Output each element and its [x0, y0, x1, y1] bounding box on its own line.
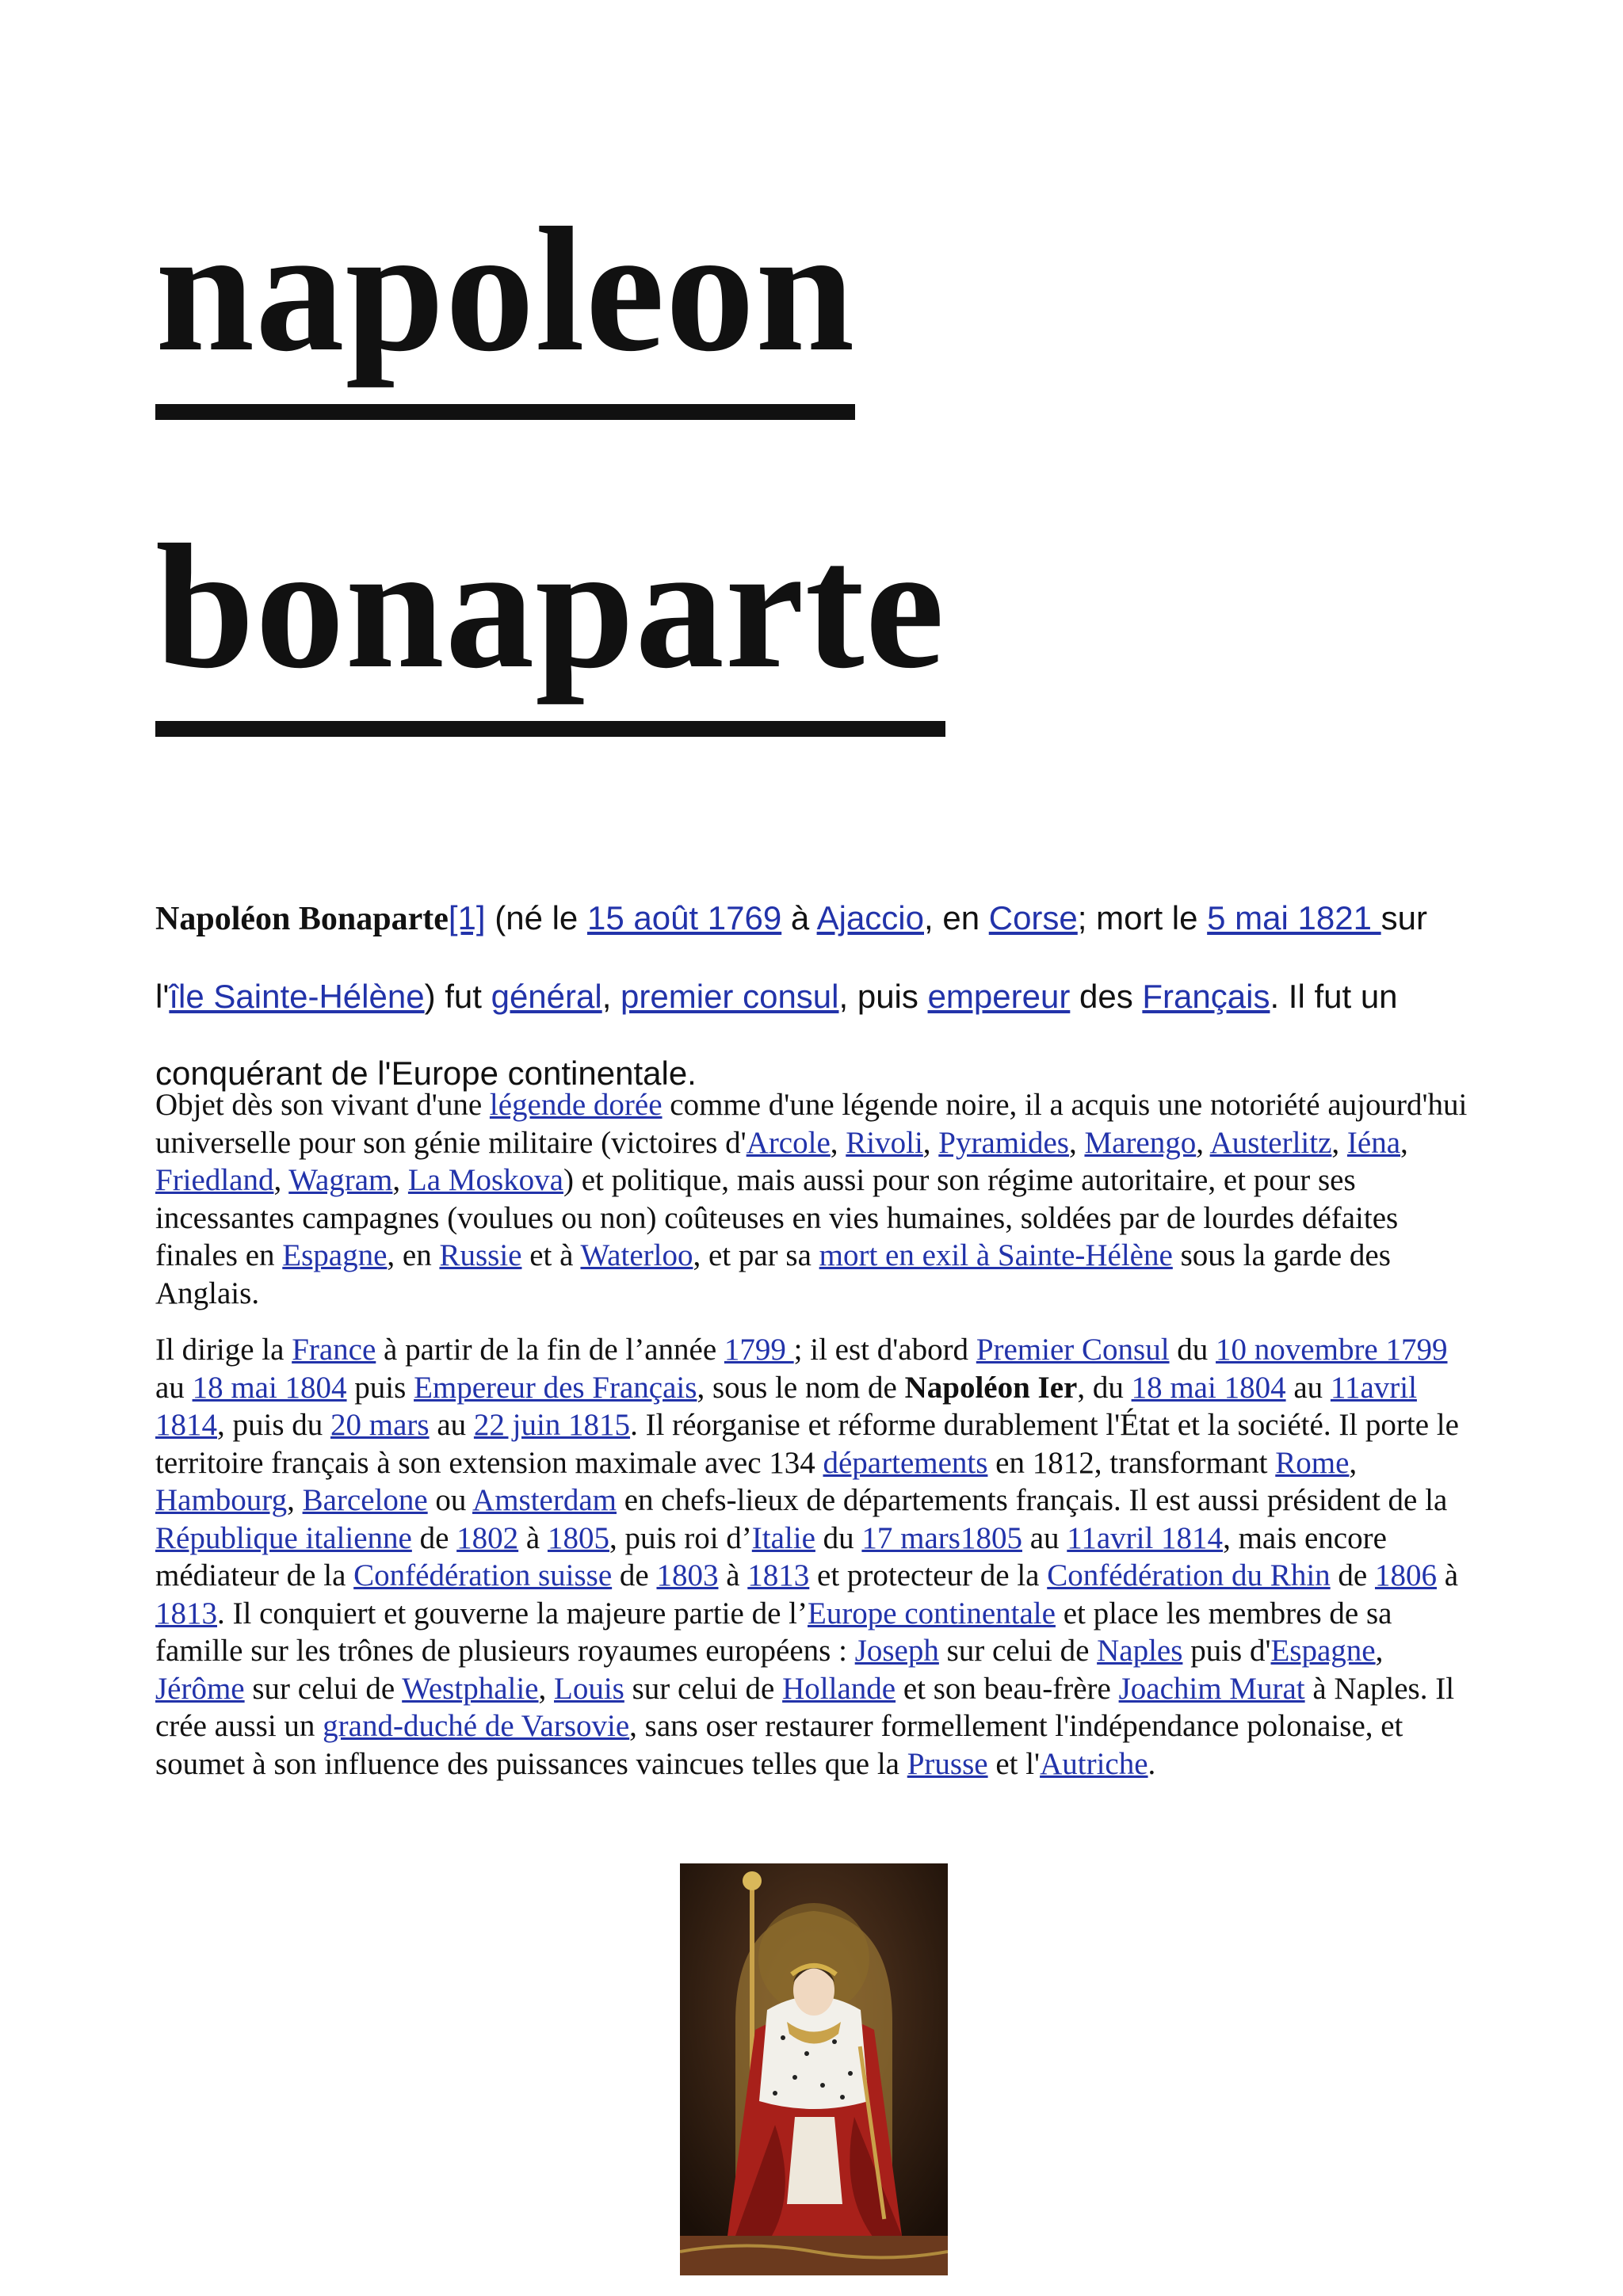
- link-italie[interactable]: Italie: [751, 1520, 815, 1555]
- link-people[interactable]: Français: [1142, 978, 1270, 1015]
- link-hollande[interactable]: Hollande: [782, 1671, 896, 1706]
- subject-name: Napoléon Bonaparte: [155, 901, 449, 937]
- legend-paragraph: Objet dès son vivant d'une légende dorée comme d'une légende noire, il a acquis une notoriété aujourd'hui universelle pour son génie militaire (victoires d'Arcole, Rivoli, Pyramides, Marengo, Austerlitz, Iéna, Friedland, Wagram, La Moskova) et politique, mais aussi pour son régime autoritaire, et pour ses incessantes campagnes (voulues ou non) coûteuses en vies humaines, soldées par de lourdes défaites finales en Espagne, en Russie et à Waterloo, et par sa mort en exil à Sainte-Hélène sous la garde des Anglais.: [155, 1088, 1468, 1310]
- link-18-mai-1804[interactable]: 18 mai 1804: [192, 1370, 347, 1405]
- link-22-juin-1815[interactable]: 22 juin 1815: [473, 1408, 631, 1442]
- link-1805[interactable]: 1805: [547, 1520, 609, 1555]
- link-role-consul[interactable]: premier consul: [621, 978, 839, 1015]
- link-russie[interactable]: Russie: [439, 1238, 522, 1272]
- link-confederation-suisse[interactable]: Confédération suisse: [353, 1558, 613, 1592]
- reign-name: Napoléon Ier: [904, 1370, 1078, 1405]
- link-18-mai-1804-b[interactable]: 18 mai 1804: [1131, 1370, 1286, 1405]
- link-premier-consul[interactable]: Premier Consul: [976, 1333, 1170, 1367]
- link-empereur-des-francais[interactable]: Empereur des Français: [414, 1370, 697, 1405]
- link-1799[interactable]: 1799: [724, 1333, 794, 1367]
- link-arcole[interactable]: Arcole: [746, 1125, 831, 1160]
- link-westphalie[interactable]: Westphalie: [402, 1671, 539, 1706]
- link-iena[interactable]: Iéna: [1346, 1125, 1401, 1160]
- link-marengo[interactable]: Marengo: [1084, 1125, 1197, 1160]
- link-mort-en-exil[interactable]: mort en exil à Sainte-Hélène: [819, 1238, 1173, 1272]
- link-joachim-murat[interactable]: Joachim Murat: [1118, 1671, 1305, 1706]
- napoleon-portrait-image: [680, 1863, 948, 2275]
- link-death-date[interactable]: 5 mai 1821: [1207, 899, 1381, 936]
- link-1813-b[interactable]: 1813: [155, 1596, 217, 1630]
- title-line-2: bonaparte: [155, 515, 945, 737]
- link-10-novembre-1799[interactable]: 10 novembre 1799: [1216, 1333, 1448, 1367]
- link-17-mars-1805[interactable]: 17 mars1805: [861, 1520, 1022, 1555]
- link-autriche[interactable]: Autriche: [1040, 1746, 1148, 1781]
- link-region[interactable]: Corse: [988, 899, 1078, 936]
- link-france[interactable]: France: [292, 1333, 376, 1367]
- link-waterloo[interactable]: Waterloo: [580, 1238, 693, 1272]
- link-confederation-du-rhin[interactable]: Confédération du Rhin: [1047, 1558, 1331, 1592]
- link-naples[interactable]: Naples: [1097, 1634, 1183, 1668]
- link-1802[interactable]: 1802: [456, 1520, 519, 1555]
- intro-paragraph: Napoléon Bonaparte[1] (né le 15 août 1769 à Ajaccio, en Corse; mort le 5 mai 1821 sur l'île Sainte-Hélène) fut général, premier consul, puis empereur des Français. Il fut un conquérant de l'Europe continentale.: [155, 899, 1427, 1092]
- link-friedland[interactable]: Friedland: [155, 1163, 274, 1197]
- link-11-avril-1814[interactable]: 11avril 1814: [155, 1370, 1417, 1442]
- link-birth-place[interactable]: Ajaccio: [816, 899, 924, 936]
- link-death-place[interactable]: île Sainte-Hélène: [169, 978, 425, 1015]
- reference-link[interactable]: [1]: [448, 899, 486, 936]
- link-legende-doree[interactable]: légende dorée: [489, 1088, 663, 1122]
- reign-paragraph: Il dirige la France à partir de la fin de l’année 1799 ; il est d'abord Premier Consul du 10 novembre 1799 au 18 mai 1804 puis Empereur des Français, sous le nom de Napoléon Ier, du 18 mai 1804 au 11avril 1814, puis du 20 mars au 22 juin 1815. Il réorganise et réforme durablement l'État et la société. Il porte le territoire français à son extension maximale avec 134 départements en 1812, transformant Rome, Hambourg, Barcelone ou Amsterdam en chefs-lieux de départements français. Il est aussi président de la République italienne de 1802 à 1805, puis roi d’Italie du 17 mars1805 au 11avril 1814, mais encore médiateur de la Confédération suisse de 1803 à 1813 et protecteur de la Confédération du Rhin de 1806 à 1813. Il conquiert et gouverne la majeure partie de l’Europe continentale et place les membres de sa famille sur les trônes de plusieurs royaumes européens : Joseph sur celui de Naples puis d'Espagne, Jérôme sur celui de Westphalie, Louis sur celui de Hollande et son beau-frère Joachim Murat à Naples. Il crée aussi un grand-duché de Varsovie, sans oser restaurer formellement l'indépendance polonaise, et soumet à son influence des puissances vaincues telles que la Prusse et l'Autriche.: [155, 1333, 1459, 1781]
- link-role-emperor[interactable]: empereur: [927, 978, 1071, 1015]
- link-prusse[interactable]: Prusse: [907, 1746, 988, 1781]
- link-louis[interactable]: Louis: [554, 1671, 624, 1706]
- link-pyramides[interactable]: Pyramides: [938, 1125, 1069, 1160]
- link-jerome[interactable]: Jérôme: [155, 1671, 245, 1706]
- link-republique-italienne[interactable]: République italienne: [155, 1520, 412, 1555]
- link-1803[interactable]: 1803: [656, 1558, 719, 1592]
- link-europe-continentale[interactable]: Europe continentale: [808, 1596, 1056, 1630]
- link-role-general[interactable]: général: [491, 978, 602, 1015]
- link-11-avril-1814-b[interactable]: 11avril 1814: [1067, 1520, 1224, 1555]
- title-line-1: napoleon: [155, 198, 855, 420]
- link-hambourg[interactable]: Hambourg: [155, 1483, 288, 1517]
- link-birth-date[interactable]: 15 août 1769: [586, 899, 782, 936]
- link-la-moskova[interactable]: La Moskova: [407, 1163, 563, 1197]
- link-espagne[interactable]: Espagne: [282, 1238, 388, 1272]
- link-espagne-b[interactable]: Espagne: [1270, 1634, 1376, 1668]
- link-20-mars[interactable]: 20 mars: [330, 1408, 430, 1442]
- link-barcelone[interactable]: Barcelone: [302, 1483, 428, 1517]
- page-title: [155, 158, 945, 792]
- link-rivoli[interactable]: Rivoli: [846, 1125, 923, 1160]
- link-austerlitz[interactable]: Austerlitz: [1209, 1125, 1332, 1160]
- link-1806[interactable]: 1806: [1374, 1558, 1437, 1592]
- link-grand-duche-de-varsovie[interactable]: grand-duché de Varsovie: [323, 1709, 630, 1743]
- link-wagram[interactable]: Wagram: [288, 1163, 393, 1197]
- link-joseph[interactable]: Joseph: [854, 1634, 939, 1668]
- portrait-illustration: [680, 1863, 948, 2275]
- link-amsterdam[interactable]: Amsterdam: [472, 1483, 617, 1517]
- link-1813[interactable]: 1813: [747, 1558, 810, 1592]
- link-rome[interactable]: Rome: [1275, 1445, 1350, 1480]
- link-departements[interactable]: départements: [823, 1445, 988, 1480]
